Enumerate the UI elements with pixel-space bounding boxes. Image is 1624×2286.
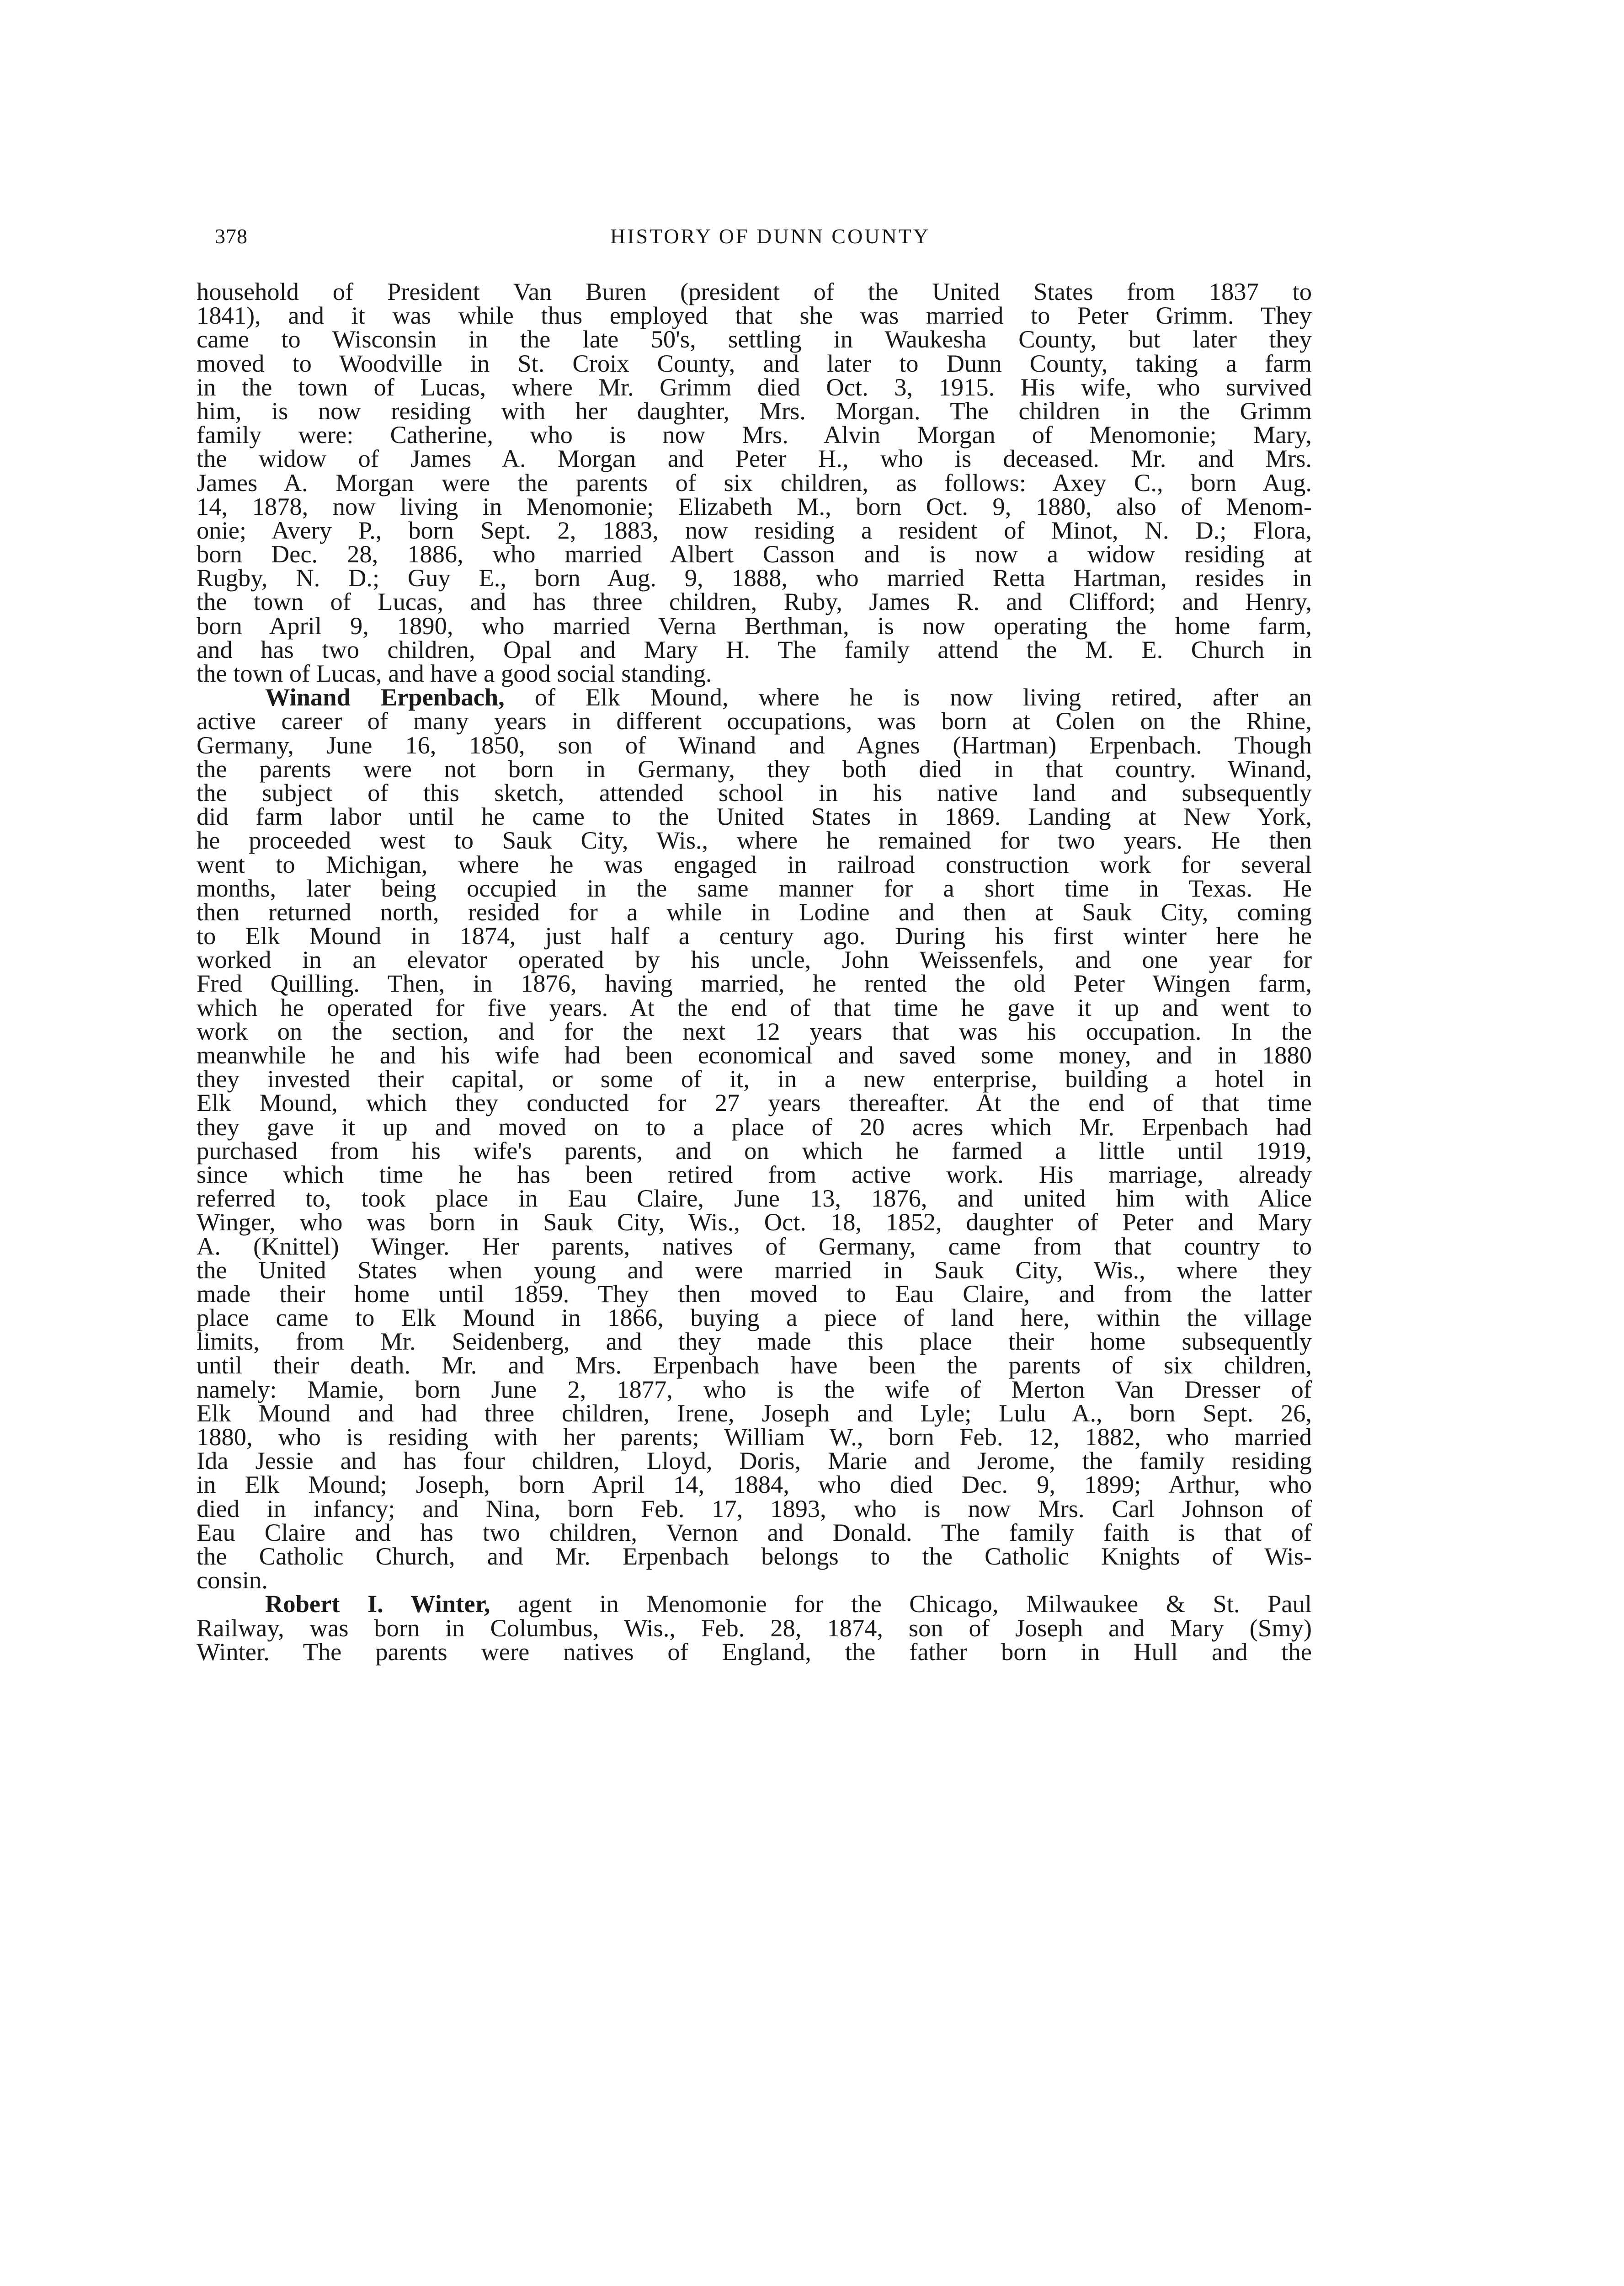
text-line bbox=[197, 826, 1312, 855]
line-text: household of President Van Buren (president of the United States from 1837 to bbox=[197, 278, 1312, 305]
text-line bbox=[197, 301, 1312, 330]
line-text: died in infancy; and Nina, born Feb. 17, 1893, who is now Mrs. Carl Johnson of bbox=[197, 1494, 1312, 1522]
line-text: he proceeded west to Sauk City, Wis., where he remained for two years. He then bbox=[197, 826, 1312, 855]
line-text: 1841), and it was while thus employed that she was married to Peter Grimm. They bbox=[197, 301, 1312, 330]
text-line bbox=[197, 349, 1312, 377]
line-text: the widow of James A. Morgan and Peter H., who is deceased. Mr. and Mrs. bbox=[197, 444, 1312, 473]
text-line bbox=[197, 444, 1312, 473]
text-line bbox=[197, 1353, 1312, 1377]
text-line bbox=[197, 280, 1312, 304]
text-line bbox=[197, 924, 1312, 948]
line-text: which he operated for five years. At the end of that time he gave it up and went to bbox=[197, 993, 1312, 1021]
line-text: made their home until 1859. They then moved to Eau Claire, and from the latter bbox=[197, 1279, 1312, 1308]
line-text: the United States when young and were married in Sauk City, Wis., where they bbox=[197, 1255, 1312, 1284]
line-text: Winger, who was born in Sauk City, Wis., Oct. 18, 1852, daughter of Peter and Mary bbox=[197, 1208, 1312, 1236]
line-text: Ida Jessie and has four children, Lloyd, Doris, Marie and Jerome, the family residing bbox=[197, 1447, 1312, 1475]
text-line bbox=[197, 611, 1312, 640]
line-text: 1880, who is residing with her parents; William W., born Feb. 12, 1882, who married bbox=[197, 1423, 1312, 1451]
text-line bbox=[197, 1210, 1312, 1234]
line-text: the town of Lucas, and have a good social standing. bbox=[197, 659, 712, 687]
line-text: purchased from his wife's parents, and on which he farmed a little until 1919, bbox=[197, 1136, 1312, 1164]
line-text: the parents were not born in Germany, they both died in that country. Winand, bbox=[197, 754, 1312, 783]
line-text: Rugby, N. D.; Guy E., born Aug. 9, 1888, who married Retta Hartman, resides in bbox=[197, 564, 1312, 592]
text-line bbox=[197, 685, 1312, 709]
line-text: then returned north, resided for a while in Lodine and then at Sauk City, coming bbox=[197, 897, 1312, 926]
text-line bbox=[197, 396, 1312, 425]
line-text: work on the section, and for the next 12 years that was his occupation. In the bbox=[197, 1017, 1312, 1045]
text-line bbox=[197, 1425, 1312, 1449]
line-text: Elk Mound, which they conducted for 27 years thereafter. At the end of that time bbox=[197, 1089, 1312, 1117]
line-text: meanwhile he and his wife had been economical and saved some money, and in 1880 bbox=[197, 1041, 1312, 1069]
line-text: Elk Mound and had three children, Irene, Joseph and Lyle; Lulu A., born Sept. 26, bbox=[197, 1399, 1312, 1427]
text-line bbox=[197, 1043, 1312, 1067]
line-text: months, later being occupied in the same manner for a short time in Texas. He bbox=[197, 874, 1312, 902]
running-head bbox=[215, 224, 1326, 256]
text-line bbox=[197, 327, 1312, 351]
text-line bbox=[197, 1136, 1312, 1164]
text-line bbox=[197, 375, 1312, 399]
text-line bbox=[197, 1067, 1312, 1091]
line-text: the Catholic Church, and Mr. Erpenbach belongs to the Catholic Knights of Wis- bbox=[197, 1542, 1312, 1570]
text-line bbox=[197, 1637, 1312, 1666]
line-text: did farm labor until he came to the United States in 1869. Landing at New York, bbox=[197, 802, 1312, 831]
text-line bbox=[197, 492, 1312, 520]
text-line bbox=[197, 802, 1312, 831]
line-text: they gave it up and moved on to a place of 20 acres which Mr. Erpenbach had bbox=[197, 1112, 1312, 1141]
text-line bbox=[197, 1613, 1312, 1642]
line-text: Railway, was born in Columbus, Wis., Feb. 28, 1874, son of Joseph and Mary (Smy) bbox=[197, 1613, 1312, 1642]
text-line bbox=[197, 659, 1312, 687]
line-text: the town of Lucas, and has three children, Ruby, James R. and Clifford; and Henry, bbox=[197, 588, 1312, 616]
text-line bbox=[197, 1091, 1312, 1115]
text-line bbox=[197, 590, 1312, 614]
line-text: in Elk Mound; Joseph, born April 14, 1884, who died Dec. 9, 1899; Arthur, who bbox=[197, 1470, 1312, 1499]
line-text: active career of many years in different occupations, was born at Colen on the Rhine, bbox=[197, 707, 1312, 735]
line-text: place came to Elk Mound in 1866, buying a piece of land here, within the village bbox=[197, 1303, 1312, 1332]
line-text: Germany, June 16, 1850, son of Winand and Agnes (Hartman) Erpenbach. Though bbox=[197, 731, 1312, 759]
text-line bbox=[197, 1017, 1312, 1045]
line-text: they invested their capital, or some of it, in a new enterprise, building a hotel in bbox=[197, 1065, 1312, 1093]
line-text: came to Wisconsin in the late 50's, settling in Waukesha County, but later they bbox=[197, 325, 1312, 353]
text-line bbox=[197, 518, 1312, 542]
text-line bbox=[197, 1449, 1312, 1473]
line-text: Winter. The parents were natives of England, the father born in Hull and the bbox=[197, 1637, 1312, 1666]
text-line bbox=[197, 423, 1312, 447]
line-text: the subject of this sketch, attended school in his native land and subsequently bbox=[197, 778, 1312, 807]
text-line bbox=[197, 468, 1312, 497]
text-line bbox=[197, 1160, 1312, 1188]
line-text: family were: Catherine, who is now Mrs. Alvin Morgan of Menomonie; Mary, bbox=[197, 421, 1312, 449]
text-line bbox=[197, 876, 1312, 900]
line-text: referred to, took place in Eau Claire, June 13, 1876, and united him with Alice bbox=[197, 1184, 1312, 1212]
biography-subject-name: Winand Erpenbach, bbox=[265, 683, 505, 711]
line-text: 14, 1878, now living in Menomonie; Elizabeth M., born Oct. 9, 1880, also of Menom- bbox=[197, 492, 1312, 520]
line-text: limits, from Mr. Seidenberg, and they made this place their home subsequently bbox=[197, 1327, 1312, 1356]
running-title: HISTORY OF DUNN COUNTY bbox=[610, 224, 931, 248]
text-line bbox=[197, 1592, 1312, 1616]
line-text: namely: Mamie, born June 2, 1877, who is the wife of Merton Van Dresser of bbox=[197, 1375, 1312, 1403]
line-text: Eau Claire and has two children, Vernon and Donald. The family faith is that of bbox=[197, 1518, 1312, 1546]
line-text: of Elk Mound, where he is now living retired, after an bbox=[504, 683, 1312, 711]
line-text: Fred Quilling. Then, in 1876, having married, he rented the old Peter Wingen farm, bbox=[197, 969, 1312, 998]
body-text bbox=[197, 280, 1312, 1664]
line-text: born Dec. 28, 1886, who married Albert Casson and is now a widow residing at bbox=[197, 540, 1312, 568]
biography-subject-name: Robert I. Winter, bbox=[265, 1590, 490, 1618]
text-line bbox=[197, 850, 1312, 878]
text-line bbox=[197, 778, 1312, 807]
line-text: him, is now residing with her daughter, Mrs. Morgan. The children in the Grimm bbox=[197, 396, 1312, 425]
text-line bbox=[197, 1544, 1312, 1568]
line-text: consin. bbox=[197, 1566, 268, 1594]
line-text: went to Michigan, where he was engaged in railroad construction work for several bbox=[197, 850, 1312, 878]
text-line bbox=[197, 566, 1312, 590]
line-text: and has two children, Opal and Mary H. The family attend the M. E. Church in bbox=[197, 635, 1312, 663]
line-text: agent in Menomonie for the Chicago, Milwaukee & St. Paul bbox=[490, 1590, 1312, 1618]
text-line bbox=[197, 897, 1312, 926]
text-line bbox=[197, 993, 1312, 1021]
text-line bbox=[197, 1255, 1312, 1284]
page-number: 378 bbox=[215, 224, 248, 248]
line-text: onie; Avery P., born Sept. 2, 1883, now residing a resident of Minot, N. D.; Flora, bbox=[197, 516, 1312, 544]
text-line bbox=[197, 754, 1312, 783]
line-text: worked in an elevator operated by his uncle, John Weissenfels, and one year for bbox=[197, 945, 1312, 974]
line-text: moved to Woodville in St. Croix County, and later to Dunn County, taking a farm bbox=[197, 349, 1312, 377]
text-line bbox=[197, 709, 1312, 733]
text-line bbox=[197, 1401, 1312, 1425]
text-line bbox=[197, 945, 1312, 974]
line-text: to Elk Mound in 1874, just half a century ago. During his first winter here he bbox=[197, 922, 1312, 950]
line-text: in the town of Lucas, where Mr. Grimm died Oct. 3, 1915. His wife, who survived bbox=[197, 373, 1312, 401]
text-line bbox=[197, 1568, 1312, 1592]
text-line bbox=[197, 1327, 1312, 1356]
line-text: since which time he has been retired from active work. His marriage, already bbox=[197, 1160, 1312, 1188]
text-line bbox=[197, 1494, 1312, 1522]
text-line bbox=[197, 635, 1312, 663]
text-line bbox=[197, 1518, 1312, 1546]
text-line bbox=[197, 1234, 1312, 1258]
text-line bbox=[197, 542, 1312, 566]
text-line bbox=[197, 1112, 1312, 1141]
line-text: A. (Knittel) Winger. Her parents, natives of Germany, came from that country to bbox=[197, 1232, 1312, 1260]
line-text: born April 9, 1890, who married Verna Berthman, is now operating the home farm, bbox=[197, 611, 1312, 640]
text-line bbox=[197, 1279, 1312, 1308]
text-line bbox=[197, 1375, 1312, 1403]
text-line bbox=[197, 1470, 1312, 1499]
line-text: until their death. Mr. and Mrs. Erpenbach have been the parents of six children, bbox=[197, 1351, 1312, 1379]
line-text: James A. Morgan were the parents of six children, as follows: Axey C., born Aug. bbox=[197, 468, 1312, 497]
text-line bbox=[197, 1303, 1312, 1332]
text-line bbox=[197, 733, 1312, 757]
text-line bbox=[197, 1186, 1312, 1210]
text-line bbox=[197, 969, 1312, 998]
